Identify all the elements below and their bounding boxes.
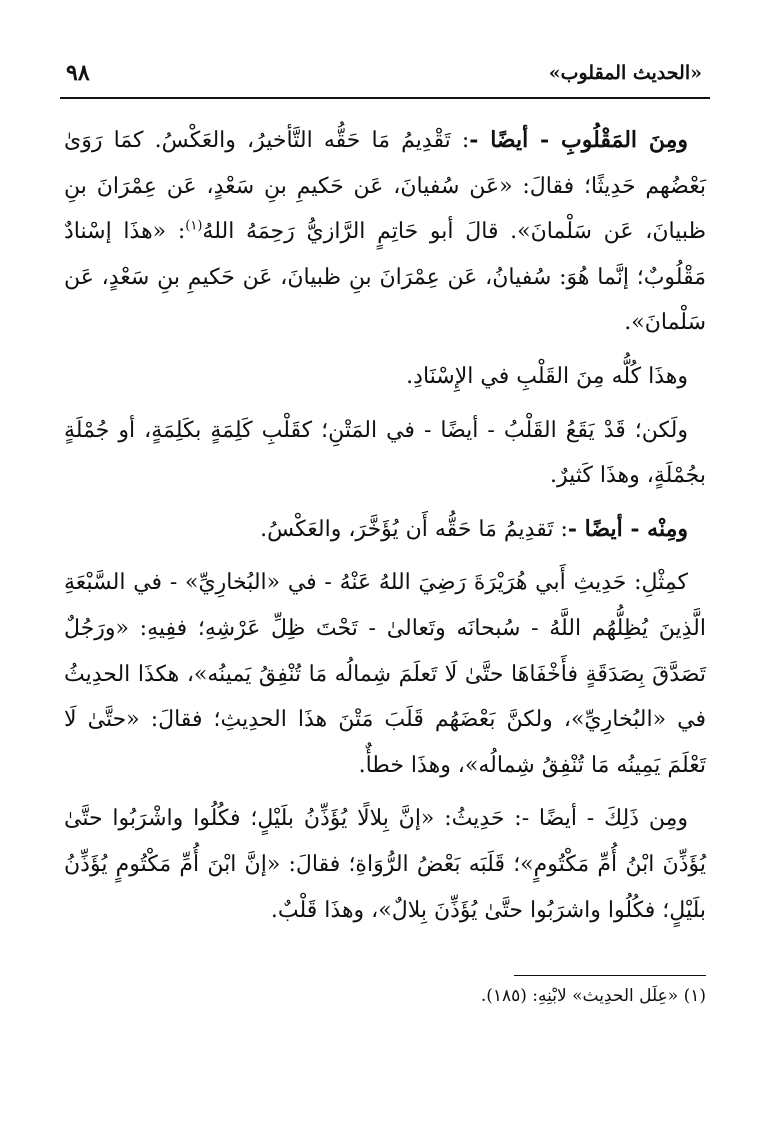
footnote: (١) «عِلَل الحدِيث» لابْنِهِ: (١٨٥). — [480, 986, 706, 1006]
footnote-marker[interactable]: (١) — [185, 218, 203, 234]
paragraph-4 — [64, 507, 706, 553]
paragraph-text: ومِن ذَلِكَ - أيضًا -: حَدِيثُ: «إنَّ بِلالًا يُؤَذِّنُ بلَيْلٍ؛ فكُلُوا واشْرَبُوا حتَّىٰ يُؤَذِّنَ ابْنُ أُمِّ مَكْتُومٍ»؛ قَلَبَه بَعْضُ الرُّوَاةِ؛ فقالَ: «إنَّ ابْنَ أُمِّ مَكْتُومٍ يُؤَذِّنُ بلَيْلٍ؛ فكُلُوا واشرَبُوا حتَّىٰ يُؤَذِّنَ بِلالٌ»، وهذَا قَلْبٌ. — [64, 806, 706, 923]
paragraph-lead: ومِنَ المَقْلُوبِ - أيضًا - — [469, 127, 688, 153]
paragraph-text: وهذَا كُلُّه مِنَ القَلْبِ في الإِسْنَادِ. — [406, 363, 688, 389]
paragraph-text: كمِثْلِ: حَدِيثِ أَبي هُرَيْرَةَ رَضِيَ اللهُ عَنْهُ - في «البُخارِيِّ» - في السَّبْعَةِ الَّذِينَ يُظِلُّهُم اللَّهُ - سُبحانَه وتَعالىٰ - تَحْتَ ظِلِّ عَرْشِهِ؛ ففِيهِ: «ورَجُلٌ تَصَدَّقَ بِصَدَقَةٍ فأَخْفَاهَا حتَّىٰ لَا تَعلَمَ شِمالُه مَا تُنْفِقُ يَمينُه»، هكذَا الحدِيثُ في «البُخارِيِّ»، ولكنَّ بَعْضَهُم قَلَبَ مَتْنَ هذَا الحدِيثِ؛ فقالَ: «حتَّىٰ لَا تَعْلَمَ يَمِينُه مَا تُنْفِقُ شِمالُه»، وهذَا خطأٌ. — [64, 570, 706, 778]
paragraph-text: ولَكن؛ قَدْ يَقَعُ القَلْبُ - أيضًا - في المَتْنِ؛ كقَلْبِ كَلِمَةٍ بكَلِمَةٍ، أو جُمْلَةٍ بجُمْلَةٍ، وهذَا كَثيرٌ. — [64, 417, 706, 489]
paragraph-text: : تَقدِيمُ مَا حَقُّه أَن يُؤَخَّرَ، والعَكْسُ. — [260, 516, 568, 542]
paragraph-3 — [64, 408, 706, 499]
paragraph-text: : «هذَا إسْنادٌ مَقْلُوبٌ؛ إنَّما هُوَ: سُفيانُ، عَن عِمْرَانَ بنِ ظبيانَ، عَن حَكيمِ بنِ سَعْدٍ، عَن سَلْمانَ». — [64, 219, 706, 336]
page-number: ٩٨ — [66, 60, 90, 86]
paragraph-1 — [64, 118, 706, 346]
footnote-separator — [514, 975, 706, 976]
running-title: «الحديث المقلوب» — [548, 62, 702, 84]
page-header — [60, 58, 710, 92]
paragraph-text: : تَقْدِيمُ مَا حَقُّه التَّأخيرُ، والعَكْسُ. كمَا رَوَىٰ بَعْضُهم حَدِيثًا؛ فقالَ: «عَن سُفيانَ، عَن حَكيمِ بنِ سَعْدٍ، عَن عِمْرَانَ بنِ ظبيانَ، عَن سَلْمانَ». قالَ أبو حَاتِمٍ الرَّازيُّ رَحِمَهُ اللهُ — [64, 128, 706, 245]
main-text — [64, 118, 706, 939]
paragraph-6 — [64, 796, 706, 933]
paragraph-5 — [64, 560, 706, 788]
paragraph-2 — [64, 354, 706, 400]
paragraph-lead: ومِنْه - أيضًا - — [567, 515, 688, 542]
header-rule — [60, 97, 710, 99]
